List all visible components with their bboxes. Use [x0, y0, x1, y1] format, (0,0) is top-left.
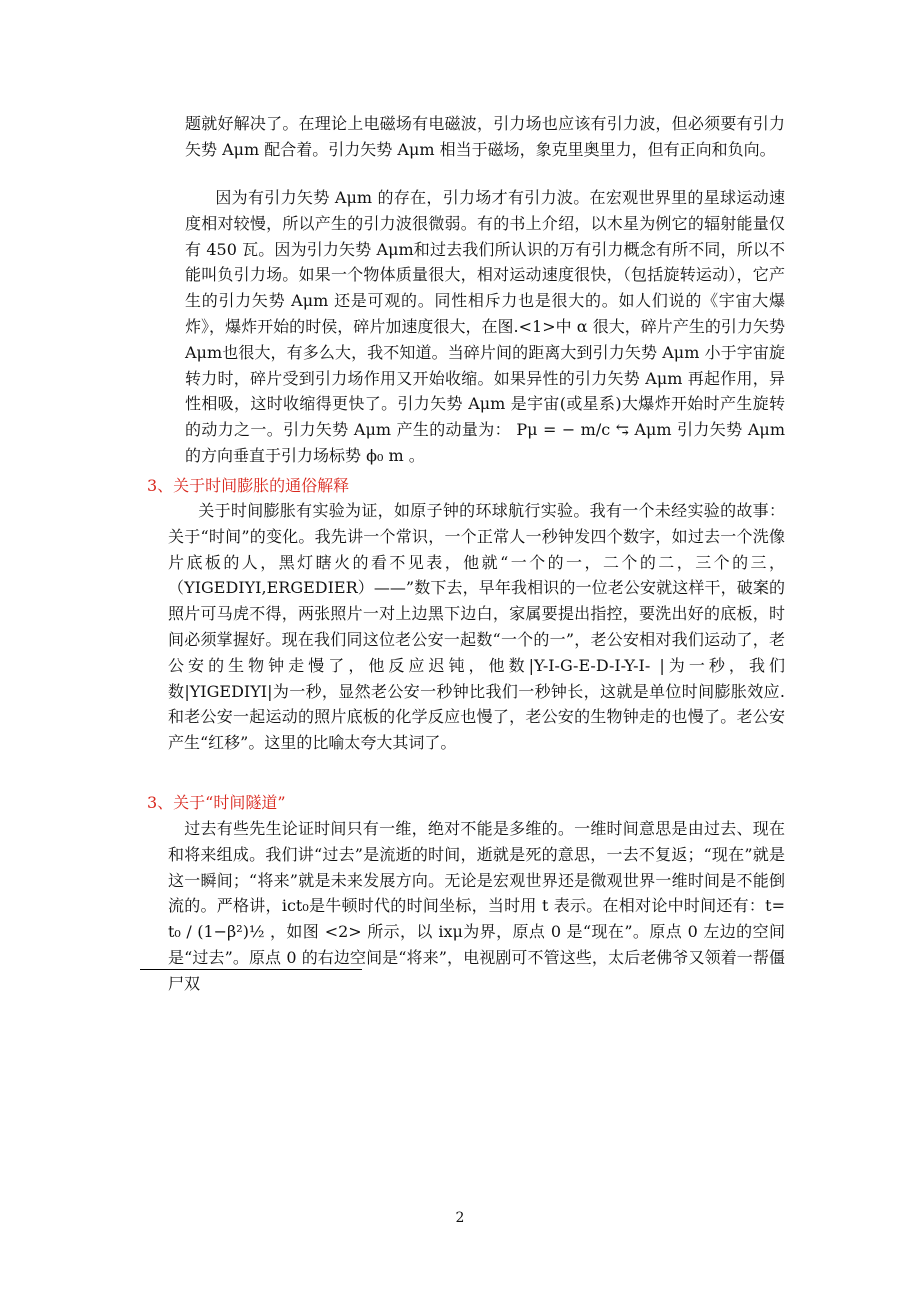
footnote-separator	[140, 969, 362, 970]
paragraph-1: 题就好解决了。在理论上电磁场有电磁波，引力场也应该有引力波，但必须要有引力矢势 Aμm 配合着。引力矢势 Aμm 相当于磁场，象克里奥里力，但有正向和负向。	[185, 114, 785, 159]
paragraph-3-text: 关于时间膨胀有实验为证，如原子钟的环球航行实验。我有一个未经实验的故事：关于“时间”的变化。我先讲一个常识，一个正常人一秒钟发四个数字，如过去一个洗像片底板的人，黑灯瞎火的看不见表，他就“一个的一，二个的二，三个的三，（YIGEDIYI,ERGEDIER）——”数下去，早年我相识的一位老公安就这样干，破案的照片可马虎不得，两张照片一对上边黑下边白，家属要提出指控，要洗出好的底板，时间必须掌握好。现在我们同这位老公安一起数“一个的一”，老公安相对我们运动了，老公安的生物钟走慢了，他反应迟钝，他数|Y-I-G-E-D-I-Y-I- |为一秒，我们数|YIGEDIYI|为一秒，显然老公安一秒钟比我们一秒钟长，这就是单位时间膨胀效应.和老公安一起运动的照片底板的化学反应也慢了，老公安的生物钟走的也慢了。老公安产生“红移”。这里的比喻太夸大其词了。	[168, 501, 785, 753]
paragraph-2-text: 因为有引力矢势 Aμm 的存在，引力场才有引力波。在宏观世界里的星球运动速度相对较慢，所以产生的引力波很微弱。有的书上介绍，以木星为例它的辐射能量仅有 450 瓦。因为引力矢势 Aμm和过去我们所认识的万有引力概念有所不同，所以不能叫负引力场。如果一个物体质量很大，相对运动速度很快，（包括旋转运动），它产生的引力矢势 Aμm 还是可观的。同性相斥力也是很大的。如人们说的《宇宙大爆炸》，爆炸开始的时侯，碎片加速度很大，在图.<1>中 α 很大，碎片产生的引力矢势 Aμm也很大，有多么大，我不知道。当碎片间的距离大到引力矢势 Aμm 小于宇宙旋转力时，碎片受到引力场作用又开始收缩。如果异性的引力矢势 Aμm 再起作用，异性相吸，这时收缩得更快了。引力矢势 Aμm 是宇宙(或星系)大爆炸开始时产生旋转的动力之一。引力矢势 Aμm 产生的动量为： Pμ = − m/c ⥃ Aμm 引力矢势 Aμm的方向垂直于引力场标势 ϕ₀ m 。	[185, 188, 785, 465]
section-heading-time-tunnel: 3、关于“时间隧道”	[147, 793, 286, 812]
paragraph-4-text: 过去有些先生论证时间只有一维，绝对不能是多维的。一维时间意思是由过去、现在和将来组成。我们讲“过去”是流逝的时间，逝就是死的意思，一去不复返；“现在”就是这一瞬间；“将来”就是未来发展方向。无论是宏观世界还是微观世界一维时间是不能倒流的。严格讲，ict₀是牛顿时代的时间坐标，当时用 t 表示。在相对论中时间还有：t= t₀ / (1−β²)½ ，如图 <2> 所示，以 ixμ为界，原点 0 是“现在”。原点 0 左边的空间是“过去”。原点 0 的右边空间是“将来”，电视剧可不管这些，太后老佛爷又领着一帮僵尸双	[168, 819, 785, 993]
paragraph-3	[168, 498, 785, 756]
section-heading-time-dilation: 3、关于时间膨胀的通俗解释	[147, 476, 350, 495]
page-number: 2	[455, 1210, 465, 1226]
paragraph-2	[185, 185, 785, 469]
